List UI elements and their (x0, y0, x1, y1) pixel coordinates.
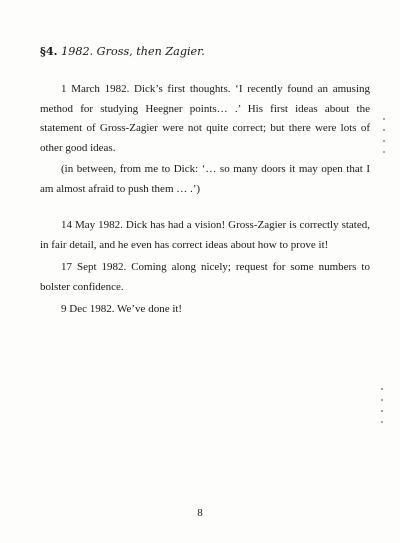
paragraph-dec-1982: 9 Dec 1982. We’ve done it! (61, 303, 183, 315)
margin-marks-upper (383, 118, 387, 162)
margin-dot (381, 388, 383, 390)
paragraph-sept-1982: 17 Sept 1982. Coming along nicely; request for some numbers to bolster confidence. (40, 261, 370, 293)
section-title: 1982. Gross, then Zagier. (61, 45, 205, 58)
margin-dot (383, 129, 385, 131)
paragraph-march-1982: 1 March 1982. Dick’s first thoughts. ‘I recently found an amusing method for studying Heegner points… .’ His first ideas about the statement of Gross-Zagier were not quite correct; but there were lots of other good ideas. (40, 83, 370, 154)
section-number: §4. (40, 44, 58, 58)
margin-dot (381, 421, 383, 423)
margin-dot (381, 399, 383, 401)
margin-dot (383, 140, 385, 142)
margin-dot (383, 151, 385, 153)
margin-dot (381, 410, 383, 412)
page-number: 8 (197, 507, 203, 519)
section-heading (40, 44, 370, 59)
margin-marks-lower (381, 388, 385, 432)
paragraph-may-1982: 14 May 1982. Dick has had a vision! Gross-Zagier is correctly stated, in fair detail, and he even has correct ideas about how to prove it! (40, 219, 370, 251)
paragraph-in-between: (in between, from me to Dick: ‘… so many doors it may open that I am almost afraid to push them … .’) (40, 163, 370, 195)
margin-dot (383, 118, 385, 120)
